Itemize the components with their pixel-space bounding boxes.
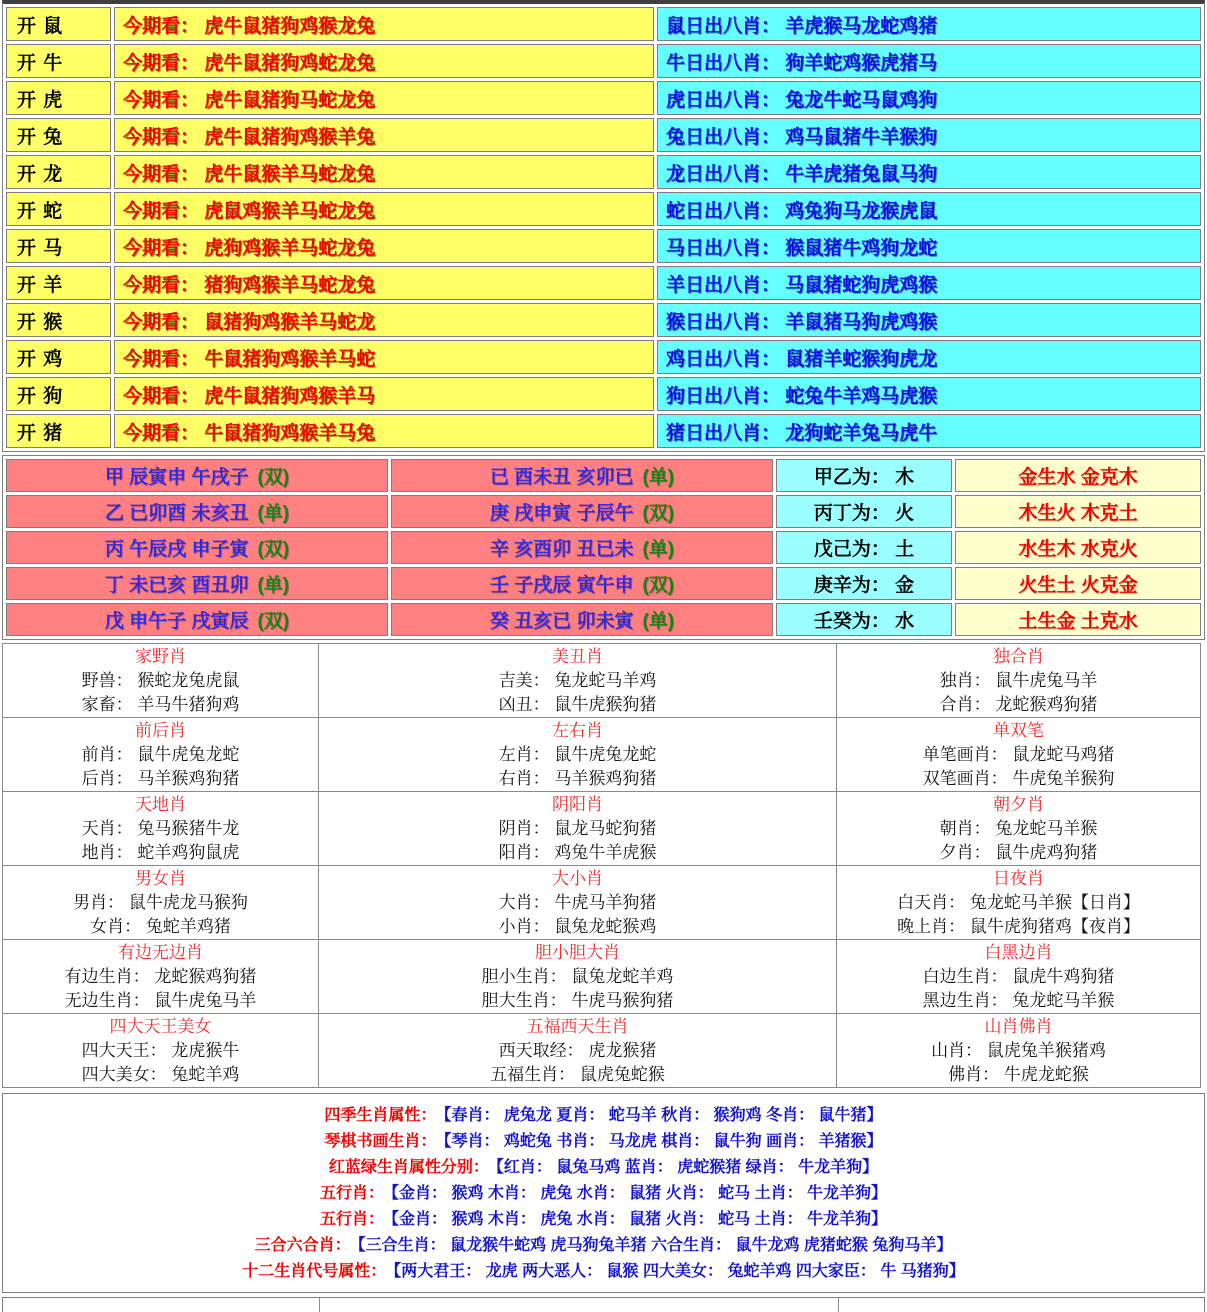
element-mapping-cell: 壬癸为： 水	[776, 603, 952, 636]
category-row	[3, 718, 1201, 792]
element-relation-cell: 土生金 土克水	[955, 603, 1201, 636]
attribute-label: 五行肖：	[319, 1185, 384, 1202]
eight-xiao-cell: 马日出八肖： 猴鼠猪牛鸡狗龙蛇	[657, 229, 1201, 263]
today-view-cell: 今期看： 鼠猪狗鸡猴羊马蛇龙	[114, 303, 654, 337]
category-line: 地肖： 蛇羊鸡狗鼠虎	[81, 842, 240, 862]
eight-xiao-cell: 狗日出八肖： 蛇兔牛羊鸡马虎猴	[657, 377, 1201, 411]
parity-badge: (双)	[642, 575, 675, 596]
category-line: 朝肖： 兔龙蛇马羊猴	[939, 818, 1098, 838]
attribute-line	[3, 1129, 1204, 1155]
category-line: 男肖： 鼠牛虎龙马猴狗	[73, 892, 248, 912]
eight-xiao-cell: 羊日出八肖： 马鼠猪蛇狗虎鸡猴	[657, 266, 1201, 300]
category-cell	[3, 718, 319, 792]
stem-branches-text: 乙 已卯酉 未亥丑	[104, 503, 249, 524]
open-label-cell: 开 鼠	[6, 7, 111, 41]
category-row	[3, 644, 1201, 718]
attribute-label: 红蓝绿生肖属性分别：	[328, 1159, 489, 1176]
stem-branches-text: 丙 午辰戌 申子寅	[104, 539, 249, 560]
attribute-values: 【金肖： 猴鸡 木肖： 虎兔 水肖： 鼠猪 火肖： 蛇马 土肖： 牛龙羊狗】	[391, 1211, 888, 1228]
stem-branches-cell	[6, 567, 388, 600]
category-line: 后肖： 马羊猴鸡狗猪	[81, 768, 240, 788]
category-line: 无边生肖： 鼠牛虎兔马羊	[64, 990, 257, 1010]
category-line: 凶丑： 鼠牛虎猴狗猪	[498, 694, 657, 714]
category-line: 白天肖： 兔龙蛇马羊猴【日肖】	[897, 892, 1140, 912]
category-title: 前后肖	[135, 720, 186, 740]
category-cell	[3, 644, 319, 718]
attribute-values: 【琴肖： 鸡蛇兔 书肖： 马龙虎 棋肖： 鼠牛狗 画肖： 羊猪猴】	[443, 1133, 883, 1150]
stem-branches-text: 庚 戌申寅 子辰午	[489, 503, 634, 524]
attribute-line	[3, 1207, 1204, 1233]
table-divider	[838, 1298, 839, 1312]
category-cell	[837, 718, 1201, 792]
attribute-line	[3, 1233, 1204, 1259]
stem-branches-cell	[391, 459, 773, 492]
parity-badge: (单)	[257, 503, 290, 524]
attributes-footer	[2, 1093, 1205, 1293]
category-row	[3, 940, 1201, 1014]
attribute-values: 【金肖： 猴鸡 木肖： 虎兔 水肖： 鼠猪 火肖： 蛇马 土肖： 牛龙羊狗】	[391, 1185, 888, 1202]
today-view-cell: 今期看： 牛鼠猪狗鸡猴羊马兔	[114, 414, 654, 448]
stem-row	[6, 495, 1201, 528]
category-title: 天地肖	[135, 794, 186, 814]
stem-row	[6, 459, 1201, 492]
open-row	[6, 414, 1201, 448]
category-cell	[319, 718, 837, 792]
category-cell	[837, 940, 1201, 1014]
category-line: 胆小生肖： 鼠兔龙蛇羊鸡	[481, 966, 674, 986]
attribute-label: 琴棋书画生肖：	[324, 1133, 437, 1150]
category-line: 吉美： 兔龙蛇马羊鸡	[498, 670, 657, 690]
parity-badge: (单)	[257, 575, 290, 596]
table-divider	[319, 1298, 320, 1312]
attribute-line	[3, 1181, 1204, 1207]
category-cell	[3, 866, 319, 940]
category-title: 朝夕肖	[993, 794, 1044, 814]
category-line: 五福生肖： 鼠虎兔蛇猴	[490, 1064, 665, 1084]
category-cell	[837, 1014, 1201, 1088]
open-row	[6, 44, 1201, 78]
category-line: 阴肖： 鼠龙马蛇狗猪	[498, 818, 657, 838]
category-line: 四大美女： 兔蛇羊鸡	[81, 1064, 240, 1084]
category-cell	[3, 792, 319, 866]
today-view-cell: 今期看： 虎鼠鸡猴羊马蛇龙兔	[114, 192, 654, 226]
category-cell	[837, 866, 1201, 940]
category-title: 山肖佛肖	[984, 1016, 1053, 1036]
open-row	[6, 266, 1201, 300]
attribute-label: 五行肖：	[319, 1211, 384, 1228]
category-line: 左肖： 鼠牛虎兔龙蛇	[498, 744, 657, 764]
parity-badge: (单)	[642, 539, 675, 560]
eight-xiao-cell: 鼠日出八肖： 羊虎猴马龙蛇鸡猪	[657, 7, 1201, 41]
attribute-values: 【两大君王： 龙虎 两大恶人： 鼠猴 四大美女： 兔蛇羊鸡 四大家臣： 牛 马猪狗】	[393, 1263, 965, 1280]
open-label-cell: 开 猴	[6, 303, 111, 337]
category-line: 家畜： 羊马牛猪狗鸡	[81, 694, 240, 714]
today-view-cell: 今期看： 虎牛鼠猪狗鸡猴龙兔	[114, 7, 654, 41]
open-label-cell: 开 龙	[6, 155, 111, 189]
stem-branches-text: 甲 辰寅申 午戌子	[104, 467, 249, 488]
category-cell	[837, 644, 1201, 718]
category-line: 四大天王： 龙虎猴牛	[81, 1040, 240, 1060]
stem-row	[6, 567, 1201, 600]
element-relation-cell: 水生木 水克火	[955, 531, 1201, 564]
category-cell	[319, 866, 837, 940]
open-row	[6, 155, 1201, 189]
category-cell	[3, 1014, 319, 1088]
attribute-line	[3, 1155, 1204, 1181]
today-view-cell: 今期看： 牛鼠猪狗鸡猴羊马蛇	[114, 340, 654, 374]
category-cell	[319, 644, 837, 718]
stem-branches-cell	[391, 531, 773, 564]
parity-badge: (双)	[257, 467, 290, 488]
stem-branches-text: 戊 申午子 戌寅辰	[104, 611, 249, 632]
category-cell	[319, 792, 837, 866]
eight-xiao-cell: 牛日出八肖： 狗羊蛇鸡猴虎猪马	[657, 44, 1201, 78]
category-cell	[3, 940, 319, 1014]
open-label-cell: 开 牛	[6, 44, 111, 78]
eight-xiao-cell: 猪日出八肖： 龙狗蛇羊兔马虎牛	[657, 414, 1201, 448]
open-row	[6, 340, 1201, 374]
open-label-cell: 开 蛇	[6, 192, 111, 226]
category-row	[3, 1014, 1201, 1088]
next-table-sliver	[2, 1297, 1205, 1312]
eight-xiao-cell: 蛇日出八肖： 鸡兔狗马龙猴虎鼠	[657, 192, 1201, 226]
category-line: 大肖： 牛虎马羊狗猪	[498, 892, 657, 912]
category-line: 夕肖： 鼠牛虎鸡狗猪	[939, 842, 1098, 862]
open-label-cell: 开 马	[6, 229, 111, 263]
open-row	[6, 192, 1201, 226]
attribute-values: 【三合生肖： 鼠龙猴牛蛇鸡 虎马狗兔羊猪 六合生肖： 鼠牛龙鸡 虎猪蛇猴 兔狗马羊】	[357, 1237, 953, 1254]
today-view-cell: 今期看： 猪狗鸡猴羊马蛇龙兔	[114, 266, 654, 300]
category-title: 阴阳肖	[552, 794, 603, 814]
category-title: 左右肖	[552, 720, 603, 740]
stem-branches-text: 已 酉未丑 亥卯已	[489, 467, 634, 488]
eight-xiao-cell: 虎日出八肖： 兔龙牛蛇马鼠鸡狗	[657, 81, 1201, 115]
category-line: 有边生肖： 龙蛇猴鸡狗猪	[64, 966, 257, 986]
today-view-cell: 今期看： 虎牛鼠猪狗鸡猴羊马	[114, 377, 654, 411]
category-line: 佛肖： 牛虎龙蛇猴	[948, 1064, 1089, 1084]
category-row	[3, 866, 1201, 940]
parity-badge: (单)	[642, 467, 675, 488]
category-cell	[319, 940, 837, 1014]
open-row	[6, 303, 1201, 337]
element-mapping-cell: 戊己为： 土	[776, 531, 952, 564]
stem-branches-cell	[391, 567, 773, 600]
category-line: 西天取经： 虎龙猴猪	[498, 1040, 657, 1060]
category-line: 双笔画肖： 牛虎兔羊猴狗	[922, 768, 1115, 788]
stem-branches-text: 壬 子戌辰 寅午申	[489, 575, 634, 596]
category-line: 胆大生肖： 牛虎马猴狗猪	[481, 990, 674, 1010]
attribute-label: 四季生肖属性：	[324, 1107, 437, 1124]
category-line: 黑边生肖： 兔龙蛇马羊猴	[922, 990, 1115, 1010]
category-line: 阳肖： 鸡兔牛羊虎猴	[498, 842, 657, 862]
category-title: 四大天王美女	[109, 1016, 212, 1036]
open-label-cell: 开 虎	[6, 81, 111, 115]
category-title: 单双笔	[993, 720, 1044, 740]
stem-branches-text: 丁 未已亥 酉丑卯	[104, 575, 249, 596]
category-line: 右肖： 马羊猴鸡狗猪	[498, 768, 657, 788]
attribute-values: 【红肖： 鼠兔马鸡 蓝肖： 虎蛇猴猪 绿肖： 牛龙羊狗】	[495, 1159, 879, 1176]
category-title: 大小肖	[552, 868, 603, 888]
attribute-label: 三合六合肖：	[254, 1237, 351, 1254]
stem-branches-cell	[6, 603, 388, 636]
open-results-table	[2, 0, 1205, 452]
category-line: 前肖： 鼠牛虎兔龙蛇	[81, 744, 240, 764]
category-line: 独肖： 鼠牛虎兔马羊	[939, 670, 1098, 690]
today-view-cell: 今期看： 虎牛鼠猪狗鸡猴羊兔	[114, 118, 654, 152]
attribute-label: 十二生肖代号属性：	[242, 1263, 387, 1280]
category-title: 美丑肖	[552, 646, 603, 666]
today-view-cell: 今期看： 虎狗鸡猴羊马蛇龙兔	[114, 229, 654, 263]
eight-xiao-cell: 鸡日出八肖： 鼠猪羊蛇猴狗虎龙	[657, 340, 1201, 374]
parity-badge: (双)	[257, 611, 290, 632]
category-title: 白黑边肖	[984, 942, 1053, 962]
element-relation-cell: 木生火 木克土	[955, 495, 1201, 528]
category-line: 天肖： 兔马猴猪牛龙	[81, 818, 240, 838]
category-line: 白边生肖： 鼠虎牛鸡狗猪	[922, 966, 1115, 986]
open-label-cell: 开 兔	[6, 118, 111, 152]
open-label-cell: 开 狗	[6, 377, 111, 411]
category-line: 野兽： 猴蛇龙兔虎鼠	[81, 670, 240, 690]
stem-branches-cell	[391, 603, 773, 636]
stem-branches-cell	[6, 459, 388, 492]
stem-row	[6, 531, 1201, 564]
open-label-cell: 开 猪	[6, 414, 111, 448]
category-title: 男女肖	[135, 868, 186, 888]
category-grid	[2, 643, 1201, 1088]
element-relation-cell: 金生水 金克木	[955, 459, 1201, 492]
parity-badge: (双)	[257, 539, 290, 560]
open-row	[6, 377, 1201, 411]
parity-badge: (双)	[642, 503, 675, 524]
eight-xiao-cell: 猴日出八肖： 羊鼠猪马狗虎鸡猴	[657, 303, 1201, 337]
category-title: 胆小胆大肖	[535, 942, 620, 962]
attribute-values: 【春肖： 虎兔龙 夏肖： 蛇马羊 秋肖： 猴狗鸡 冬肖： 鼠牛猪】	[443, 1107, 883, 1124]
attribute-line	[3, 1259, 1204, 1285]
category-line: 合肖： 龙蛇猴鸡狗猪	[939, 694, 1098, 714]
category-title: 有边无边肖	[118, 942, 203, 962]
stem-branches-cell	[6, 495, 388, 528]
element-mapping-cell: 甲乙为： 木	[776, 459, 952, 492]
category-cell	[837, 792, 1201, 866]
category-title: 五福西天生肖	[526, 1016, 629, 1036]
parity-badge: (单)	[642, 611, 675, 632]
category-line: 晚上肖： 鼠牛虎狗猪鸡【夜肖】	[897, 916, 1140, 936]
today-view-cell: 今期看： 虎牛鼠猪狗鸡蛇龙兔	[114, 44, 654, 78]
stems-parity-table	[2, 455, 1205, 640]
today-view-cell: 今期看： 虎牛鼠猪狗马蛇龙兔	[114, 81, 654, 115]
category-line: 小肖： 鼠兔龙蛇猴鸡	[498, 916, 657, 936]
category-title: 独合肖	[993, 646, 1044, 666]
open-row	[6, 118, 1201, 152]
category-line: 女肖： 兔蛇羊鸡猪	[90, 916, 231, 936]
open-row	[6, 229, 1201, 263]
category-title: 日夜肖	[993, 868, 1044, 888]
today-view-cell: 今期看： 虎牛鼠猴羊马蛇龙兔	[114, 155, 654, 189]
eight-xiao-cell: 兔日出八肖： 鸡马鼠猪牛羊猴狗	[657, 118, 1201, 152]
eight-xiao-cell: 龙日出八肖： 牛羊虎猪兔鼠马狗	[657, 155, 1201, 189]
category-line: 单笔画肖： 鼠龙蛇马鸡猪	[922, 744, 1115, 764]
stem-branches-cell	[391, 495, 773, 528]
open-row	[6, 7, 1201, 41]
stem-branches-text: 癸 丑亥已 卯未寅	[489, 611, 634, 632]
open-label-cell: 开 羊	[6, 266, 111, 300]
element-mapping-cell: 丙丁为： 火	[776, 495, 952, 528]
stem-branches-cell	[6, 531, 388, 564]
category-title: 家野肖	[135, 646, 186, 666]
element-mapping-cell: 庚辛为： 金	[776, 567, 952, 600]
category-line: 山肖： 鼠虎兔羊猴猪鸡	[931, 1040, 1106, 1060]
stem-branches-text: 辛 亥酉卯 丑已未	[489, 539, 634, 560]
open-label-cell: 开 鸡	[6, 340, 111, 374]
category-cell	[319, 1014, 837, 1088]
stem-row	[6, 603, 1201, 636]
category-row	[3, 792, 1201, 866]
attribute-line	[3, 1103, 1204, 1129]
element-relation-cell: 火生土 火克金	[955, 567, 1201, 600]
open-row	[6, 81, 1201, 115]
